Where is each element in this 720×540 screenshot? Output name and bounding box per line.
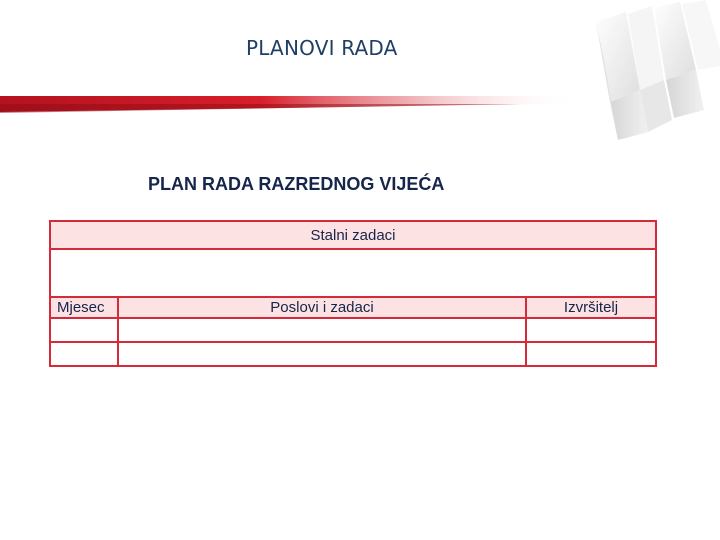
column-header-mjesec: Mjesec [50, 297, 118, 318]
document-title: PLAN RADA RAZREDNOG VIJEĆA [148, 174, 445, 194]
table-cell [50, 318, 118, 342]
section-body-cell [50, 249, 656, 297]
column-header-izvrsitelj: Izvršitelj [526, 297, 656, 318]
red-header-bar [0, 96, 580, 113]
table-row [50, 342, 656, 366]
section-header-stalni-zadaci: Stalni zadaci [50, 221, 656, 249]
table-cell [118, 318, 526, 342]
table-row [50, 318, 656, 342]
table-section-header-row [50, 221, 656, 249]
table-header-row [50, 297, 656, 318]
table-cell [526, 318, 656, 342]
table-cell [118, 342, 526, 366]
table-cell [526, 342, 656, 366]
plan-table [49, 220, 657, 367]
table-cell [50, 342, 118, 366]
column-header-poslovi-i-zadaci: Poslovi i zadaci [118, 297, 526, 318]
slide-title: PLANOVI RADA [246, 36, 398, 60]
table-section-body-row [50, 249, 656, 297]
gray-blocks-graphic [596, 0, 720, 140]
